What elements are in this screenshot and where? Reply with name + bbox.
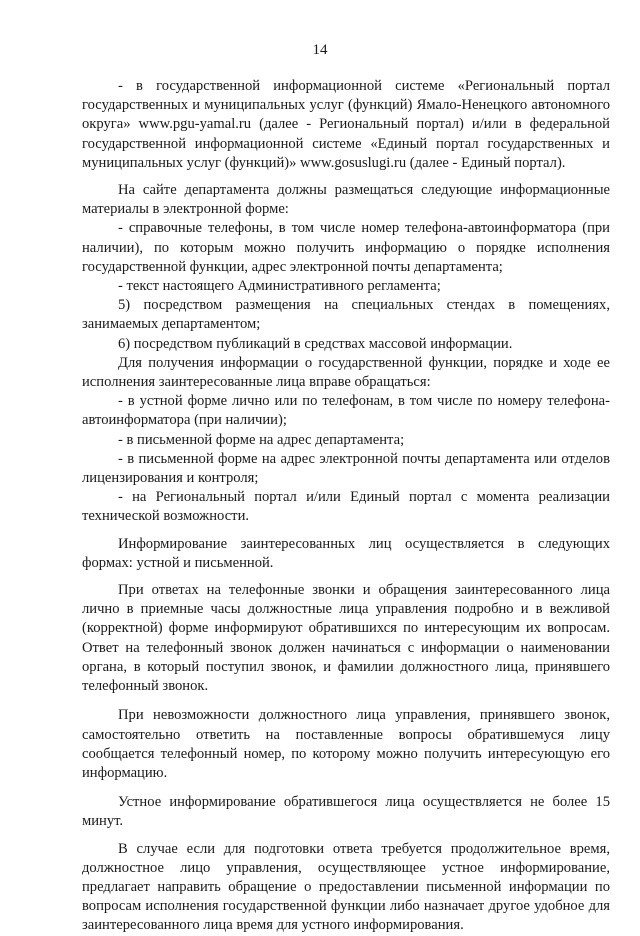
paragraph-regulation-text: - текст настоящего Административного регламента;: [118, 278, 441, 295]
document-body: [82, 77, 610, 936]
paragraph-information-request: Для получения информации о государственной функции, порядке и ходе ее исполнения заинтересованные лица вправе обращаться:: [82, 354, 610, 391]
paragraph-reference-phones: - справочные телефоны, в том числе номер телефона-автоинформатора (при наличии), по которым можно получить информацию о порядке исполнения государственной функции, адрес электронной почты департамента;: [82, 220, 610, 275]
paragraph-callback-number: При невозможности должностного лица управления, принявшего звонок, самостоятельно ответить на поставленные вопросы обратившемуся лицу сообщается телефонный номер, по которому можно получить интересующую его информацию.: [82, 707, 610, 781]
paragraph-oral-form: - в устной форме лично или по телефонам, в том числе по номеру телефона-автоинформатора (при наличии);: [82, 393, 610, 429]
paragraph-oral-duration: Устное информирование обратившегося лица осуществляется не более 15 минут.: [82, 794, 610, 830]
paragraph-portal-form: - на Региональный портал и/или Единый портал с момента реализации технической возможности.: [82, 489, 610, 525]
paragraph-email-form: - в письменной форме на адрес электронной почты департамента или отделов лицензирования и контроля;: [82, 450, 610, 487]
paragraph-regional-portal: - в государственной информационной системе «Региональный портал государственных и муниципальных услуг (функций) Ямало-Ненецкого автономного округа» www.pgu-yamal.ru (далее - Региональный портал) и/или в федеральной государственной информационной системе «Единый портал государственных и муниципальных услуг (функций)» www.gosuslugi.ru (далее - Единый портал).: [82, 78, 610, 171]
paragraph-stands: 5) посредством размещения на специальных стендах в помещениях, занимаемых департаментом;: [82, 297, 610, 333]
paragraph-website-materials: На сайте департамента должны размещаться следующие информационные материалы в электронной форме:: [82, 182, 610, 218]
paragraph-long-answer: В случае если для подготовки ответа требуется продолжительное время, должностное лицо управления, осуществляющее устное информирование, предлагает направить обращение о предоставлении письменной информации по вопросам исполнения государственной функции либо назначает другое удобное для заинтересованного лица время для устного информирования.: [82, 840, 610, 934]
paragraph-mass-media: 6) посредством публикаций в средствах массовой информации.: [118, 335, 513, 352]
page-number: 14: [312, 42, 328, 58]
paragraph-phone-answers: При ответах на телефонные звонки и обращения заинтересованного лица лично в приемные часы должностные лица управления подробно и в вежливой (корректной) форме информируют обратившихся по интересующим их вопросам. Ответ на телефонный звонок должен начинаться с информации о наименовании органа, в который поступил звонок, и фамилии должностного лица, принявшего телефонный звонок.: [82, 582, 610, 695]
paragraph-written-form: - в письменной форме на адрес департамента;: [118, 431, 405, 448]
paragraph-informing-forms: Информирование заинтересованных лиц осуществляется в следующих формах: устной и письменной.: [82, 535, 610, 571]
